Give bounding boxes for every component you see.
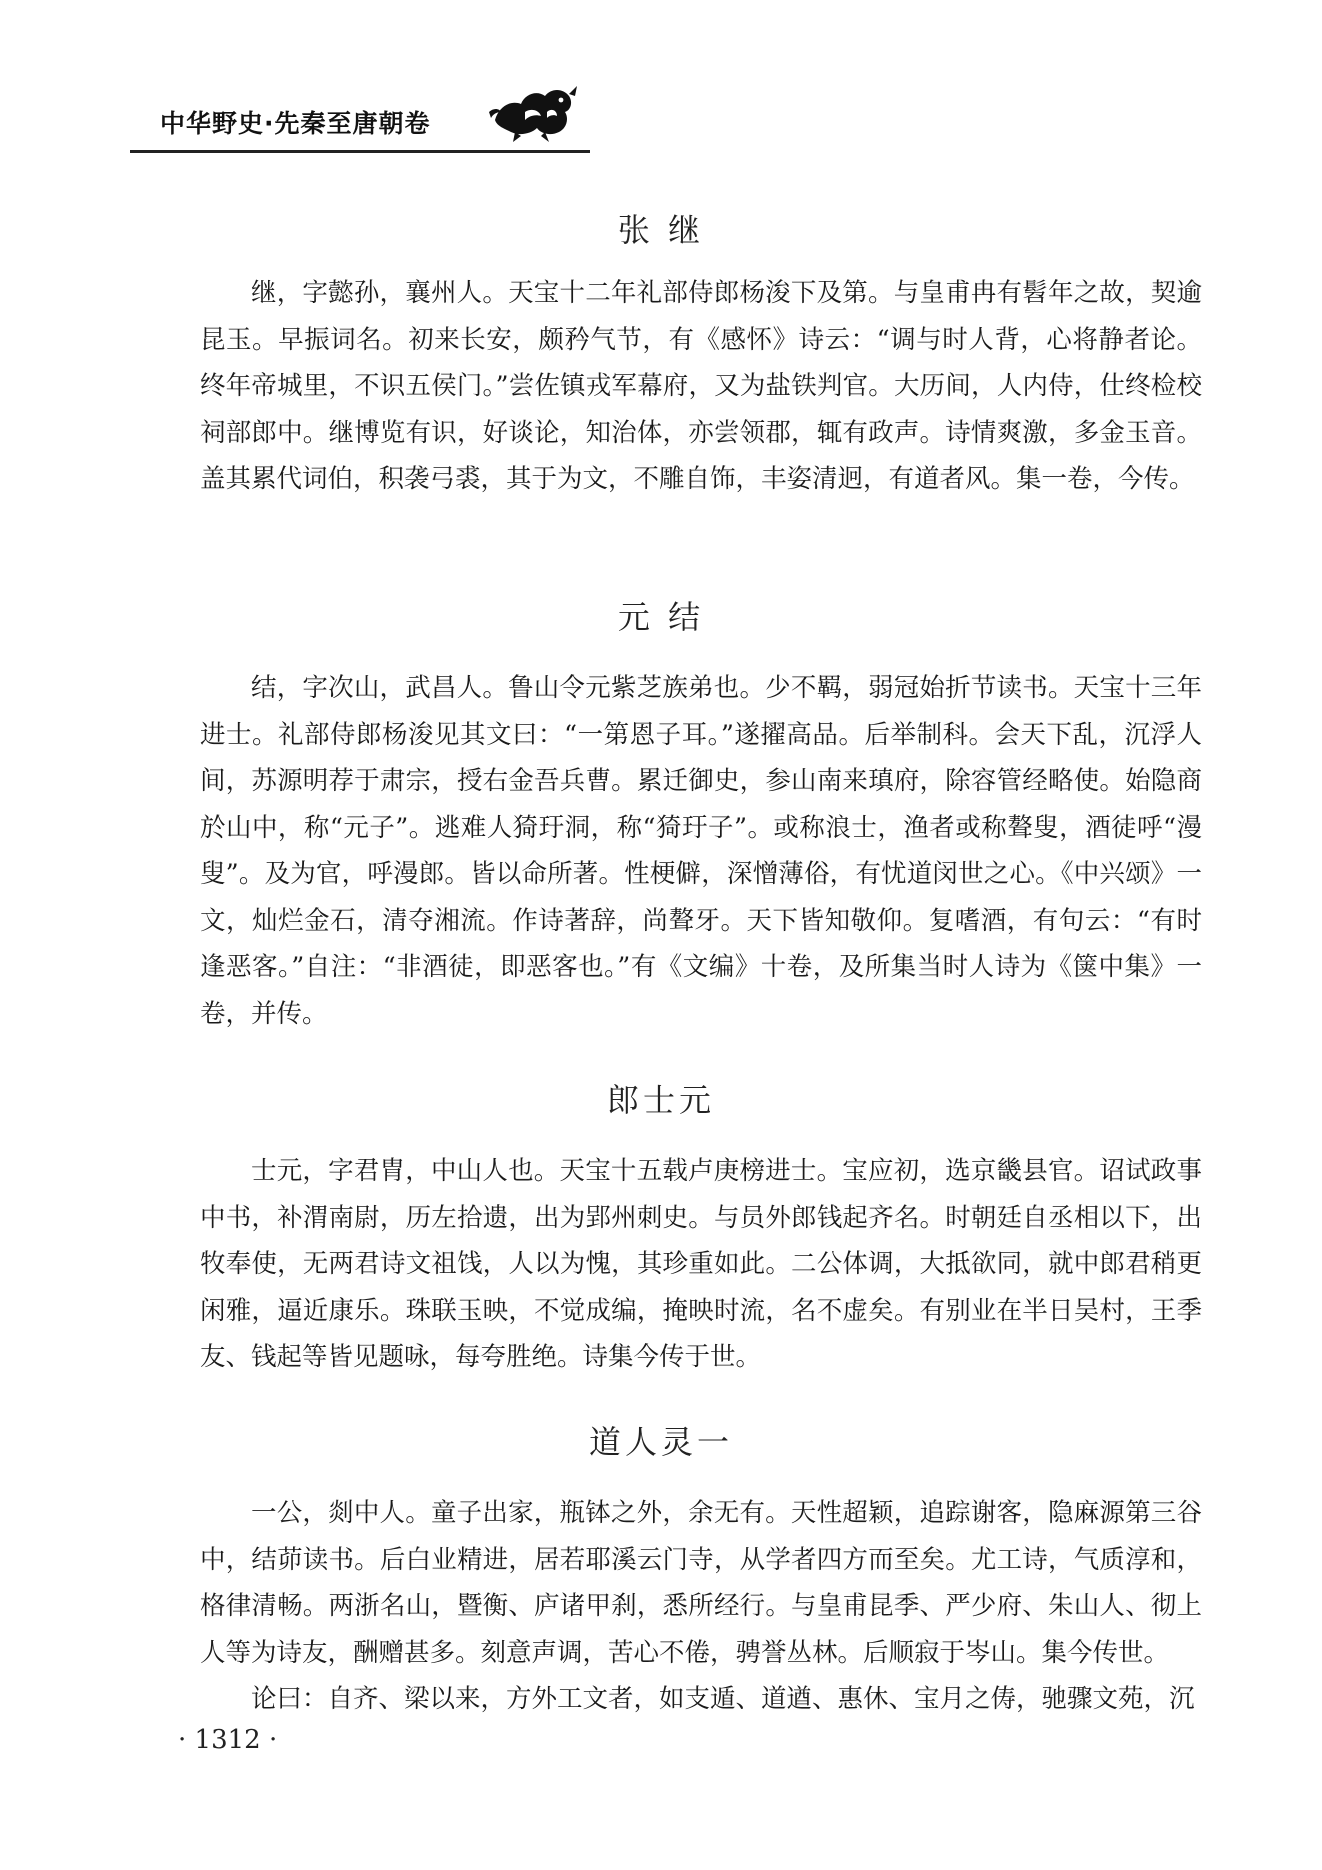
- section-body-lang-shiyuan: [200, 1148, 1202, 1381]
- section-body-daoren-lingyi: [200, 1490, 1202, 1723]
- section-title-yuan-jie: 元 结: [617, 598, 705, 636]
- book-title: 中华野史·先秦至唐朝卷: [160, 109, 431, 138]
- page-header: [130, 82, 600, 152]
- paragraph: 一公，剡中人。童子出家，瓶钵之外，余无有。天性超颖，追踪谢客，隐麻源第三谷中，结茆读书。后白业精进，居若耶溪云门寺，从学者四方而至矣。尤工诗，气质淳和，格律清畅。两浙名山，暨衡、庐诸甲刹，悉所经行。与皇甫昆季、严少府、朱山人、彻上人等为诗友，酬赠甚多。刻意声调，苦心不倦，骋誉丛林。后顺寂于岑山。集今传世。: [200, 1498, 1202, 1668]
- section-body-yuan-jie: [200, 665, 1202, 1037]
- section-title-lang-shiyuan: 郎士元: [606, 1081, 715, 1119]
- paragraph: 结，字次山，武昌人。鲁山令元紫芝族弟也。少不羁，弱冠始折节读书。天宝十三年进士。礼部侍郎杨浚见其文曰：“一第恩子耳。”遂擢高品。后举制科。会天下乱，沉浮人间，苏源明荐于肃宗，授右金吾兵曹。累迁御史，参山南来瑱府，除容管经略使。始隐商於山中，称“元子”。逃难人猗玗洞，称“猗玗子”。或称浪士，渔者或称聱叟，酒徒呼“漫叟”。及为官，呼漫郎。皆以命所著。性梗僻，深憎薄俗，有忧道闵世之心。《中兴颂》一文，灿烂金石，清夺湘流。作诗著辞，尚聱牙。天下皆知敬仰。复嗜酒，有句云：“有时逢恶客。”自注：“非酒徒，即恶客也。”有《文编》十卷，及所集当时人诗为《箧中集》一卷，并传。: [200, 673, 1202, 1029]
- paragraph: 士元，字君胄，中山人也。天宝十五载卢庚榜进士。宝应初，选京畿县官。诏试政事中书，补渭南尉，历左拾遗，出为郢州刺史。与员外郎钱起齐名。时朝廷自丞相以下，出牧奉使，无两君诗文祖饯，人以为愧，其珍重如此。二公体调，大抵欲同，就中郎君稍更闲雅，逼近康乐。珠联玉映，不觉成编，掩映时流，名不虚矣。有别业在半日吴村，王季友、钱起等皆见题咏，每夸胜绝。诗集今传于世。: [200, 1156, 1202, 1372]
- page-number: · 1312 ·: [178, 1725, 278, 1755]
- paragraph: 论曰：自齐、梁以来，方外工文者，如支遁、道遒、惠休、宝月之俦，驰骤文苑，沉: [251, 1684, 1195, 1714]
- paragraph: 继，字懿孙，襄州人。天宝十二年礼部侍郎杨浚下及第。与皇甫冉有髫年之故，契逾昆玉。早振词名。初来长安，颇矜气节，有《感怀》诗云：“调与时人背，心将静者论。终年帝城里，不识五侯门。”尝佐镇戎军幕府，又为盐铁判官。大历间，人内侍，仕终检校祠部郎中。继博览有识，好谈论，知治体，亦尝领郡，辄有政声。诗情爽激，多金玉音。盖其累代词伯，积袭弓裘，其于为文，不雕自饰，丰姿清迥，有道者风。集一卷，今传。: [200, 278, 1202, 494]
- section-body-zhang-ji: [200, 270, 1202, 503]
- section-title-daoren-lingyi: 道人灵一: [588, 1423, 733, 1461]
- header-rule: [130, 150, 590, 153]
- section-title-zhang-ji: 张 继: [617, 211, 705, 249]
- dragon-emblem-icon: [485, 82, 580, 144]
